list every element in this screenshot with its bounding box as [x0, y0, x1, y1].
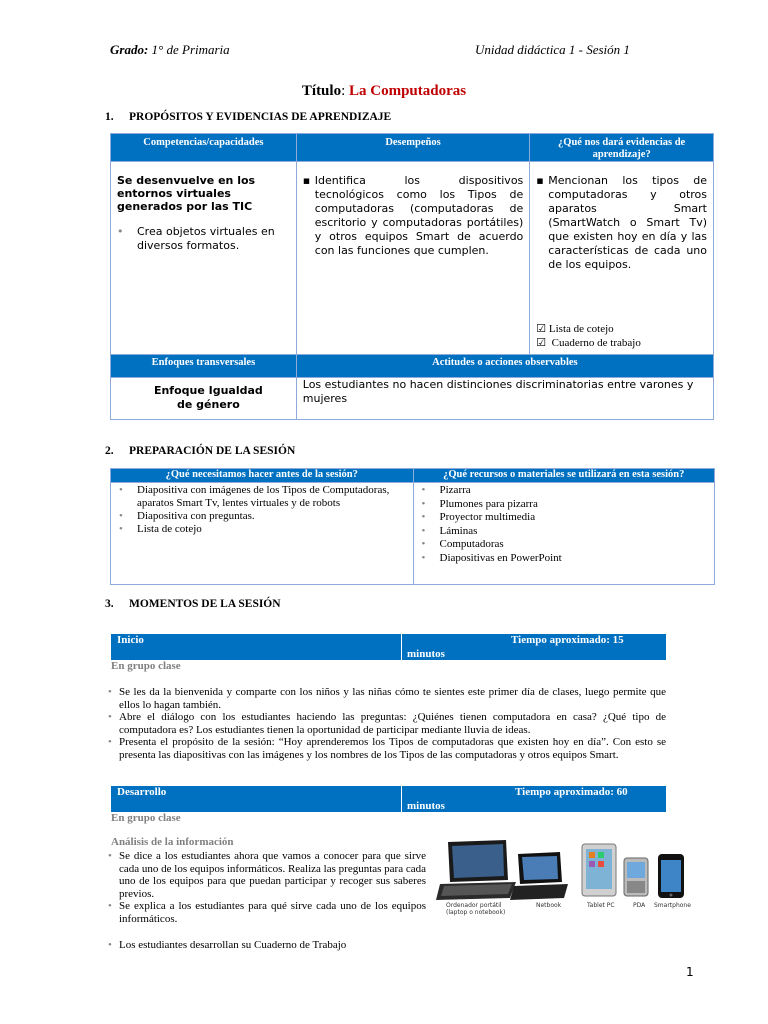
actitud-cell: Los estudiantes no hacen distinciones discriminatorias entre varones y mujeres [296, 378, 713, 420]
instrumento-label: Lista de cotejo [548, 323, 614, 335]
instrumentos [536, 322, 641, 350]
caption-laptop-sub: (laptop o notebook) [446, 909, 506, 916]
recurso-item: • Proyector multimedia [414, 511, 715, 525]
devices-illustration [436, 838, 698, 902]
col-desempenos: Desempeños [296, 134, 530, 162]
page-title [0, 83, 768, 100]
desarrollo-label: Desarrollo [117, 786, 167, 798]
title-sep: : [341, 83, 346, 99]
desarrollo-last-item: • Los estudiantes desarrollan su Cuaderno de Trabajo [108, 939, 428, 952]
title-label: Título [301, 83, 342, 99]
smartphone-image [658, 854, 684, 898]
inicio-minutos: minutos [407, 648, 445, 660]
caption-smartphone: Smartphone [654, 902, 691, 909]
section3-title: MOMENTOS DE LA SESIÓN [129, 598, 281, 610]
inicio-label: Inicio [117, 634, 144, 646]
desarrollo-minutos: minutos [407, 800, 445, 812]
instrumento-item: ☑ Lista de cotejo [536, 323, 614, 335]
inicio-item: • Abre el diálogo con los estudiantes haciendo las preguntas: ¿Quiénes tienen computadora en casa? ¿Qué tipo de computadora es? Los estudiantes tienen la oportunidad de participar mediante lluvia de ideas. [108, 711, 666, 736]
col-recursos: ¿Qué recursos o materiales se utilizará en esta sesión? [413, 469, 715, 483]
laptop-image [436, 840, 516, 900]
caption-laptop: Ordenador portátil [446, 902, 502, 909]
desarrollo-grupo: En grupo clase [111, 812, 181, 824]
preparacion-table [110, 468, 715, 585]
desarrollo-bar [111, 786, 666, 812]
recurso-item: • Diapositivas en PowerPoint [414, 552, 715, 566]
desarrollo-tiempo: Tiempo aproximado: 60 [515, 786, 628, 798]
grade-value: 1° de Primaria [151, 42, 230, 57]
section3-heading [105, 598, 281, 610]
page-number: 1 [686, 965, 694, 979]
caption-netbook: Netbook [536, 902, 562, 909]
antes-item: • Diapositiva con preguntas. [111, 510, 413, 523]
caption-pda: PDA [633, 902, 646, 909]
recurso-item: • Computadoras [414, 538, 715, 552]
desempeno-cell [296, 162, 530, 355]
evidencia-cell [530, 162, 714, 355]
grade-label: Grado: [110, 42, 149, 57]
section3-number: 3. [105, 598, 114, 610]
antes-item: • Diapositiva con imágenes de los Tipos de Computadoras, aparatos Smart Tv, lentes virtuales y de robots [111, 484, 413, 510]
inicio-list [108, 686, 666, 761]
inicio-grupo: En grupo clase [111, 660, 181, 672]
col-actitudes: Actitudes o acciones observables [296, 355, 713, 378]
col-competencias: Competencias/capacidades [111, 134, 297, 162]
desarrollo-item: • Se dice a los estudiantes ahora que vamos a conocer para que sirve cada uno de los equipos informáticos. Realiza las preguntas para cada uno de los equipos para que puedan participar y recoger sus saberes previos. [108, 850, 426, 900]
section1-title: PROPÓSITOS Y EVIDENCIAS DE APRENDIZAJE [129, 111, 392, 123]
antes-cell [111, 483, 414, 585]
col-enfoques: Enfoques transversales [111, 355, 297, 378]
analisis-heading: Análisis de la información [111, 836, 234, 848]
inicio-item: • Se les da la bienvenida y comparte con los niños y las niñas cómo te sientes este primer día de clases, luego permite que ellos lo hagan también. [108, 686, 666, 711]
instrumento-label: Cuaderno de trabajo [551, 337, 641, 349]
grade-header [110, 42, 230, 58]
recursos-cell [413, 483, 715, 585]
antes-item: • Lista de cotejo [111, 523, 413, 536]
competencia-cell [111, 162, 297, 355]
inicio-tiempo: Tiempo aproximado: 15 [511, 634, 624, 646]
section2-title: PREPARACIÓN DE LA SESIÓN [129, 445, 296, 457]
tablet-image [582, 844, 616, 896]
col-evidencias: ¿Qué nos dará evidencias de aprendizaje? [530, 134, 714, 162]
pda-image [624, 858, 648, 896]
title-value: La Computadoras [349, 83, 467, 99]
section1-heading [105, 111, 391, 123]
recurso-item: • Láminas [414, 525, 715, 539]
section1-number: 1. [105, 111, 114, 123]
instrumento-item: ☑ Cuaderno de trabajo [536, 337, 641, 349]
desarrollo-item: • Se explica a los estudiantes para qué sirve cada uno de los equipos informáticos. [108, 900, 426, 925]
inicio-bar [111, 634, 666, 660]
evidencia-item: ▪ Mencionan los tipos de computadoras y otros aparatos Smart (SmartWatch o Smart Tv) que existen hoy en día y las características de cada uno de los equipos. [536, 174, 707, 272]
recurso-item: • Pizarra [414, 484, 715, 498]
desarrollo-last-list [108, 939, 428, 952]
col-antes: ¿Qué necesitamos hacer antes de la sesión? [111, 469, 414, 483]
section2-heading [105, 445, 295, 457]
recurso-item: • Plumones para pizarra [414, 498, 715, 512]
desempeno-item: ▪ Identifica los dispositivos tecnológicos como los Tipos de computadoras (computadoras de escritorio y computadoras portátiles) y otros equipos Smart de acuerdo con las funciones que cumplen. [303, 174, 524, 258]
caption-tablet: Tablet PC [587, 902, 615, 909]
competencia-text: Se desenvuelve en los entornos virtuales generados por las TIC [117, 174, 256, 213]
unit-header: Unidad didáctica 1 - Sesión 1 [475, 42, 630, 57]
capacidad-item: • Crea objetos virtuales en diversos formatos. [117, 225, 290, 253]
section2-number: 2. [105, 445, 114, 457]
desarrollo-list [108, 850, 426, 925]
enfoque-cell: Enfoque Igualdad de género [111, 378, 297, 420]
propositos-table [110, 133, 714, 420]
netbook-image [510, 852, 568, 900]
inicio-item: • Presenta el propósito de la sesión: “Hoy aprenderemos los Tipos de computadoras que existen hoy en día”. Con esto se presenta las diapositivas con las imágenes y los nombres de los Tipos de las computadoras y otros equipos Smart. [108, 736, 666, 761]
